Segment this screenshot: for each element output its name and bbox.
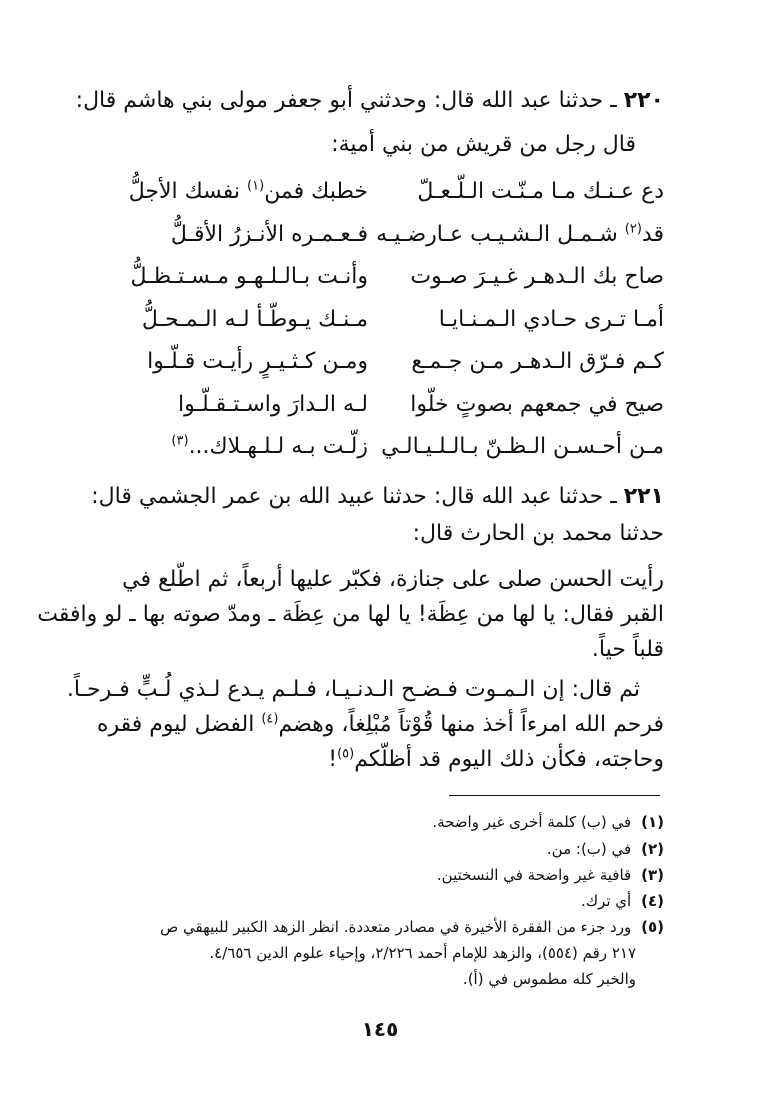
paragraph-line [328, 743, 664, 777]
footnote-text: ورد جزء من الفقرة الأخيرة في مصادر متعددة. انظر الزهد الكبير للبيهقي ص [160, 918, 632, 936]
verse-right-hemistich: كـم فـرّق الـدهـر مـن جـمـع [411, 349, 664, 374]
verse-text: خطبك فمن [264, 179, 368, 204]
paragraph-text: ! [328, 747, 338, 772]
footnote-separator [449, 795, 660, 796]
paragraph-text: الفضل ليوم فقره [97, 712, 262, 737]
footnote-continuation: ٢١٧ رقم (٥٥٤)، والزهد للإمام أحمد ٢/٢٢٦، وإحياء علوم الدين ٤/٦٥٦. [209, 944, 636, 962]
footnote-ref: (١) [247, 178, 265, 194]
verse-left-hemistich: فـعـمـره الأنـزرُ الأقـلُّ [170, 222, 368, 247]
paragraph-line: القبر فقال: يا لها من عِظَة! يا لها من عِظَة ـ ومدّ صوته بها ـ لو وافقت [37, 602, 664, 627]
verse-left-hemistich: وأنـت بـالـلـهـو مـسـتـظـلُّ [130, 264, 368, 289]
footnote-ref: (٢) [624, 221, 642, 237]
footnote-number: (٣) [641, 866, 664, 884]
verse-right-hemistich: صيح في جمعهم بصوتٍ خلّوا [410, 392, 664, 417]
footnote-text: في (ب) كلمة أخرى غير واضحة. [432, 813, 632, 831]
paragraph-line: قلباً حياً. [591, 637, 664, 662]
footnote-number: (١) [641, 813, 664, 831]
verse-text: قد [641, 222, 664, 247]
verse-right-hemistich: مـن أحـسـن الـظـنّ بـالـلـيـالـي [381, 434, 664, 459]
footnote [437, 862, 664, 888]
footnote-ref: (٣) [171, 433, 189, 449]
verse-left-hemistich: مـنـك يـوطّـأ لـه الـمـحـلُّ [141, 307, 368, 332]
verse-text: زلّـت بـه لـلـهـلاك... [188, 434, 368, 459]
footnote-text: أي ترك. [580, 892, 632, 910]
footnote [581, 888, 664, 914]
verse-left-hemistich: لـه الـدارَ واسـتـقـلّـوا [178, 392, 368, 417]
section-220-isnad-line2: قال رجل من قريش من بني أمية: [331, 132, 636, 157]
footnote-number: (٤) [641, 892, 664, 910]
footnote-number: (٥) [641, 918, 664, 936]
footnote-ref: (٤) [261, 711, 279, 727]
paragraph-text: فرحم الله امرءاً أخذ منها قُوْتاً مُبْلِغاً، وهضم [278, 712, 664, 737]
section-221-isnad-line2: حدثنا محمد بن الحارث قال: [412, 521, 664, 546]
verse-right-hemistich: صاح بك الـدهـر غـيـرَ صـوت [410, 264, 664, 289]
footnote-ref: (٥) [337, 746, 355, 762]
section-number: ٢٢٠ [623, 88, 664, 113]
footnote-text: في (ب): من. [546, 840, 632, 858]
paragraph-line [97, 708, 664, 742]
paragraph-line: رأيت الحسن صلى على جنازة، فكبّر عليها أربعاً، ثم اطّلع في [122, 567, 664, 592]
footnote [547, 836, 664, 862]
paragraph-line: ثم قال: إن الـمـوت فـضـح الـدنـيـا، فـلـم يـدع لـذي لُـبٍّ فـرحـاً. [66, 677, 640, 702]
section-number: ٢٢١ [623, 484, 664, 509]
footnote [160, 914, 664, 940]
verse-text: نفسك الأجلُّ [128, 179, 248, 204]
footnote-text: قافية غير واضحة في النسختين. [436, 866, 632, 884]
section-220-isnad-line1 [76, 84, 664, 118]
isnad-text: ـ حدثنا عبد الله قال: وحدثني أبو جعفر مولى بني هاشم قال: [75, 88, 624, 113]
footnote [432, 809, 664, 835]
verse-left-hemistich [129, 175, 368, 209]
section-221-isnad-line1 [91, 480, 664, 514]
verse-right-hemistich [376, 218, 664, 252]
page-number: ١٤٥ [361, 1017, 399, 1041]
verse-right-hemistich: أمـا تـرى حـادي الـمـنـايـا [438, 307, 664, 332]
isnad-text: ـ حدثنا عبد الله قال: حدثنا عبيد الله بن عمر الجشمي قال: [91, 484, 624, 509]
paragraph-text: وحاجته، فكأن ذلك اليوم قد أظلّكم [354, 747, 664, 772]
verse-text: شـمـل الـشـيـب عـارضـيـه [376, 222, 625, 247]
verse-left-hemistich: ومـن كـثـيـرٍ رأيـت قـلّـوا [147, 349, 368, 374]
verse-left-hemistich [171, 430, 368, 464]
footnote-number: (٢) [641, 840, 664, 858]
footnote-continuation: والخبر كله مطموس في (أ). [462, 970, 636, 988]
verse-right-hemistich: دع عـنـك مـا مـنّـت الـلّـعـلّ [417, 179, 664, 204]
